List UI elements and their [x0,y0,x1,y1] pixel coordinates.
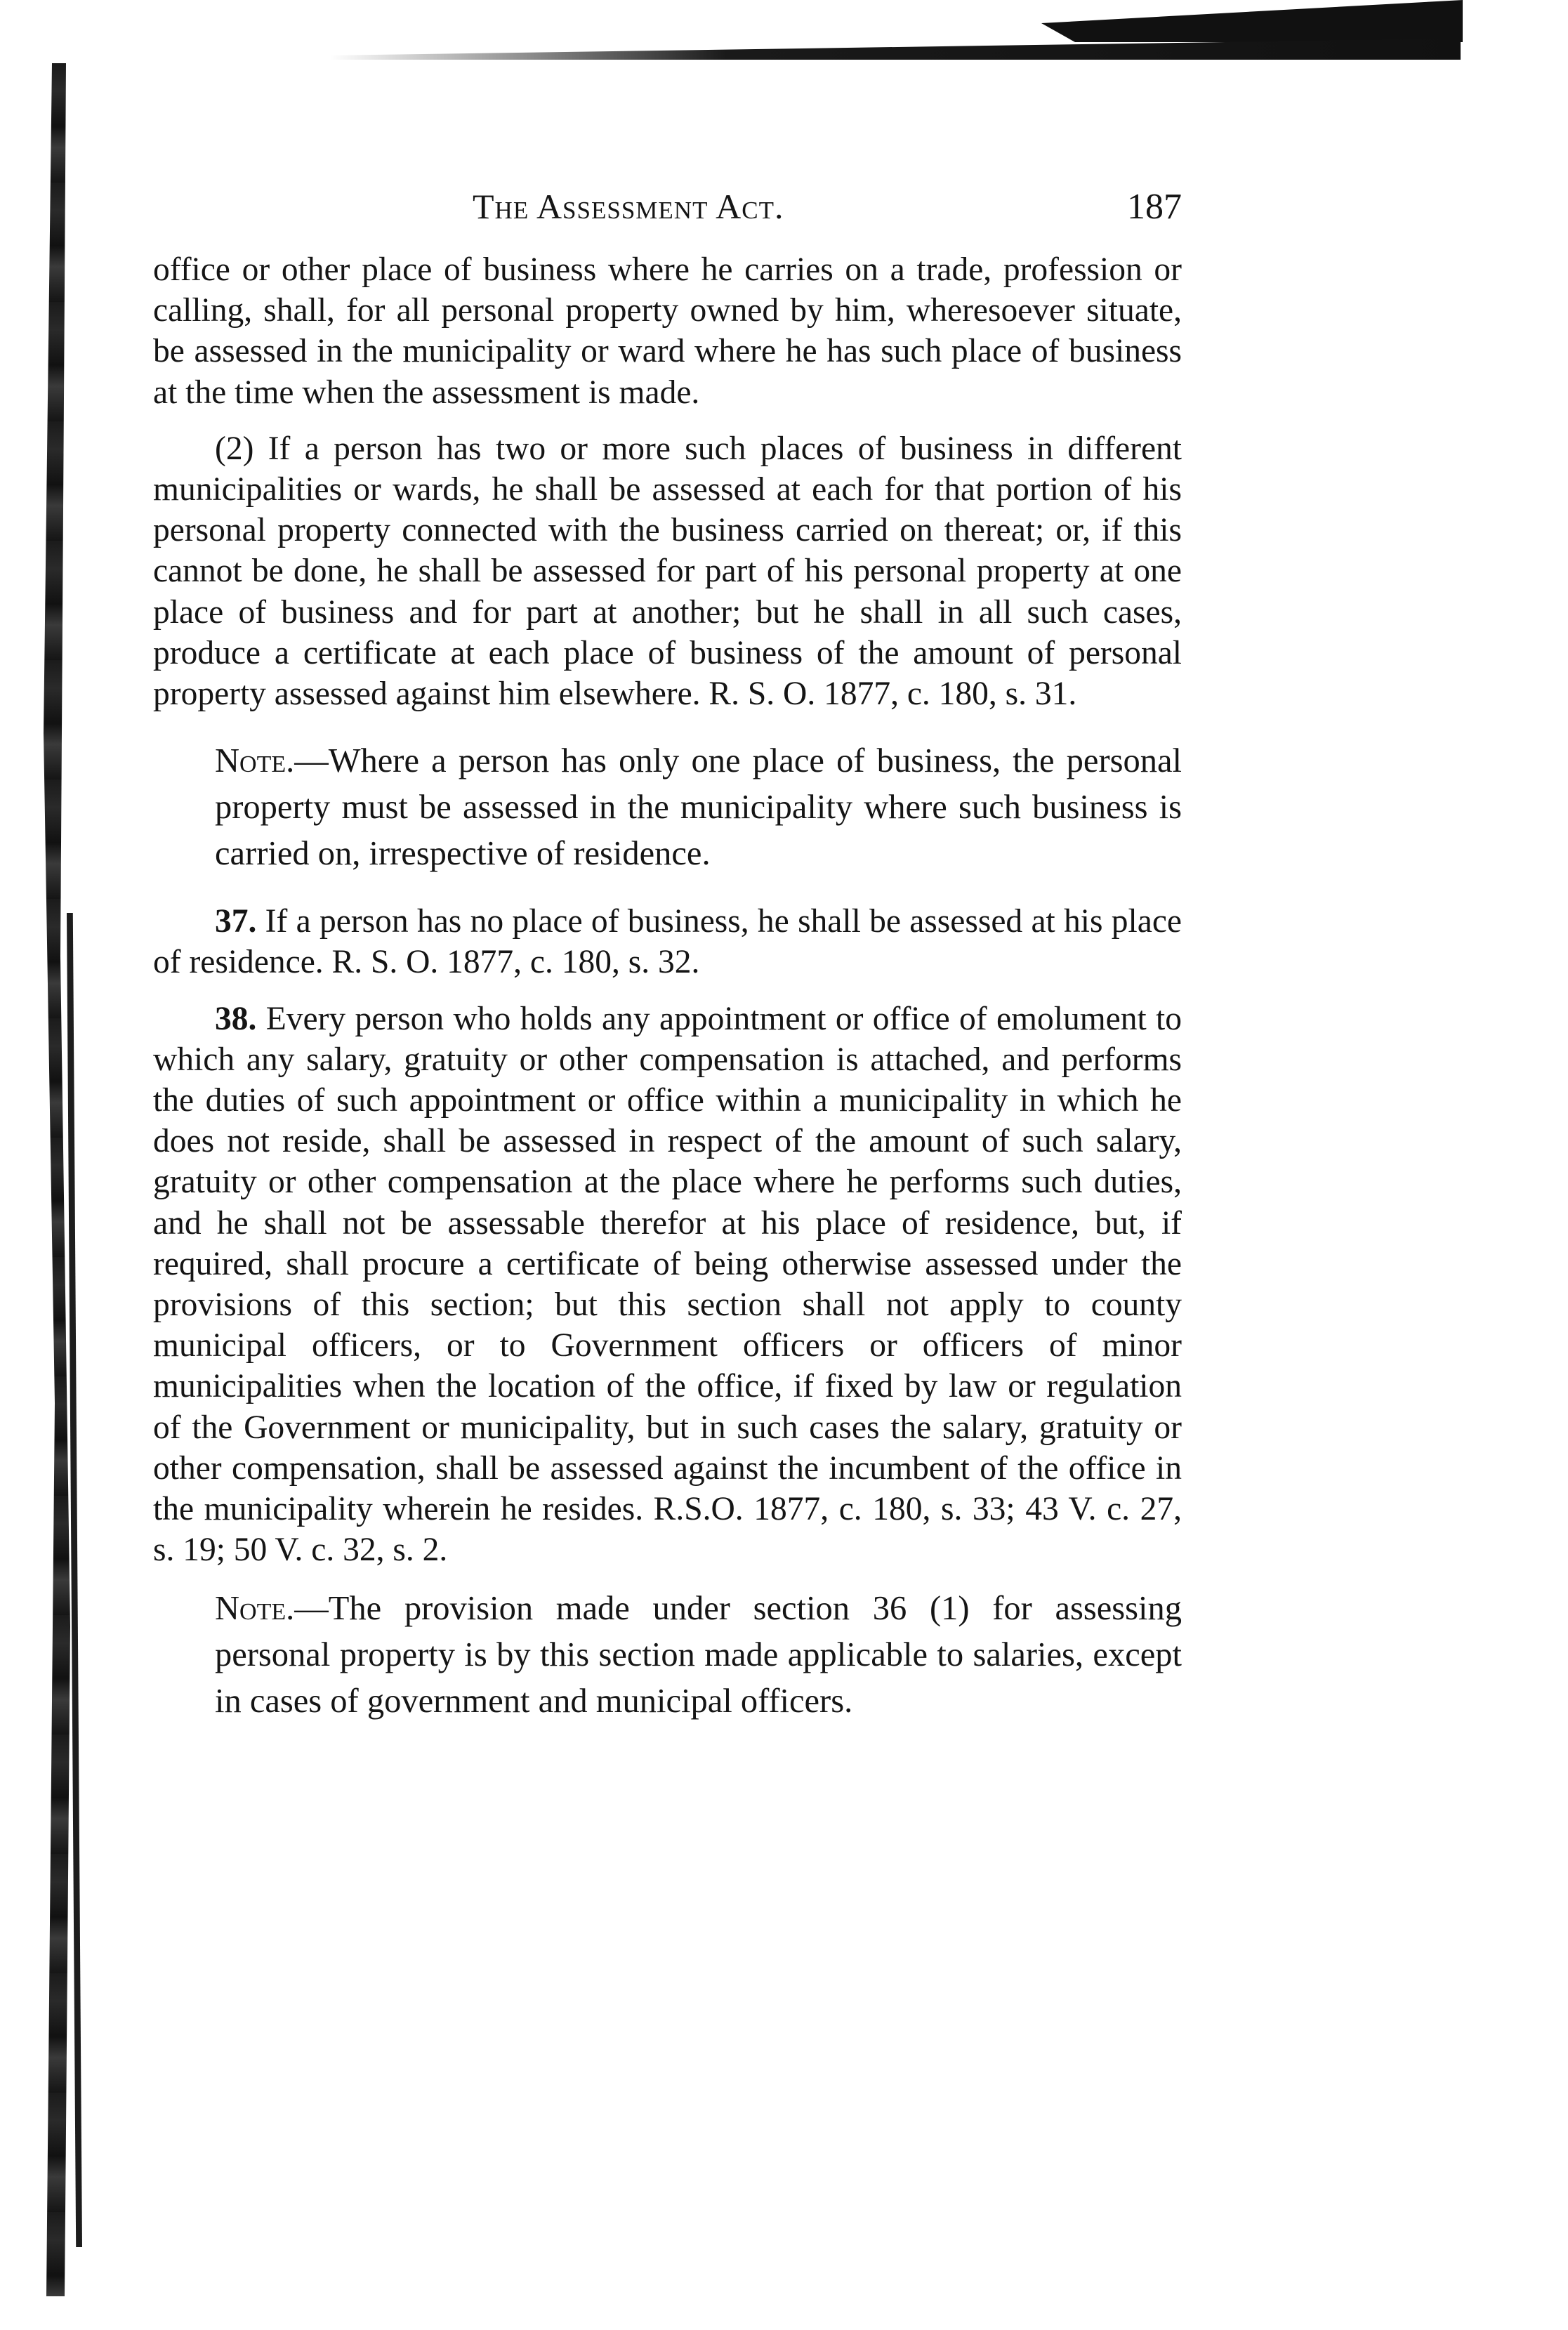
note-lead: Note. [215,742,295,780]
note-personal-property [215,738,1182,877]
running-title: The Assessment Act. [473,187,784,226]
note-lead: Note. [215,1590,295,1628]
section-number: 38. [215,1000,257,1037]
section-37 [153,901,1182,982]
paragraph-subsection-2: (2) If a person has two or more such places of business in different municipalities or wards, he shall be assessed at each for that portion of his personal property connected with the business carried on thereat; or, if this cannot be done, he shall be assessed for part of his personal property at one place of business and for part at another; but he shall in all such cases, produce a certificate at each place of business of the amount of personal property assessed against him elsewhere. R. S. O. 1877, c. 180, s. 31. [153,430,1182,713]
page-number: 187 [1127,187,1182,227]
section-number: 37. [215,903,257,940]
section-38 [153,999,1182,1571]
page-body [153,186,1182,1725]
note-text: —Where a person has only one place of business, the personal property must be assessed in the municipality where such business is carried on, irrespective of residence. [215,742,1182,873]
section-text: Every person who holds any appointment or office of emolument to which any salary, gratuity or other compensation is attached, and performs the duties of such appointment or office within a municipality in which he does not reside, shall be assessed in respect of the amount of such salary, gratuity or other compensation at the place where he performs such duties, and he shall not be assessable therefor at his place of residence, but, if required, shall procure a certificate of being otherwise assessed under the provisions of this section; but this section shall not apply to county municipal officers, or to Government officers or officers of minor municipalities when the location of the office, if fixed by law or regulation of the Government or municipality, but in such cases the salary, gratuity or other compensation, shall be assessed against the incumbent of the office in the municipality wherein he resides. R.S.O. 1877, c. 180, s. 33; 43 V. c. 27, s. 19; 50 V. c. 32, s. 2. [153,1000,1182,1569]
scan-rule-top [330,39,1461,60]
note-text: —The provision made under section 36 (1) for assessing personal property is by this section made applicable to salaries, except in cases of government and municipal officers. [215,1590,1182,1720]
scan-spine-shadow [44,63,72,2296]
paragraph-continuation: office or other place of business where he carries on a trade, profession or calling, shall, for all personal property owned by him, wheresoever situate, be assessed in the municipality or ward where he has such place of business at the time when the assessment is made. [153,251,1182,411]
page-header [153,186,1182,249]
section-text: If a person has no place of business, he shall be assessed at his place of residence. R. S. O. 1877, c. 180, s. 32. [153,903,1182,981]
scan-edge-top [1041,0,1463,42]
note-salaries [215,1586,1182,1725]
